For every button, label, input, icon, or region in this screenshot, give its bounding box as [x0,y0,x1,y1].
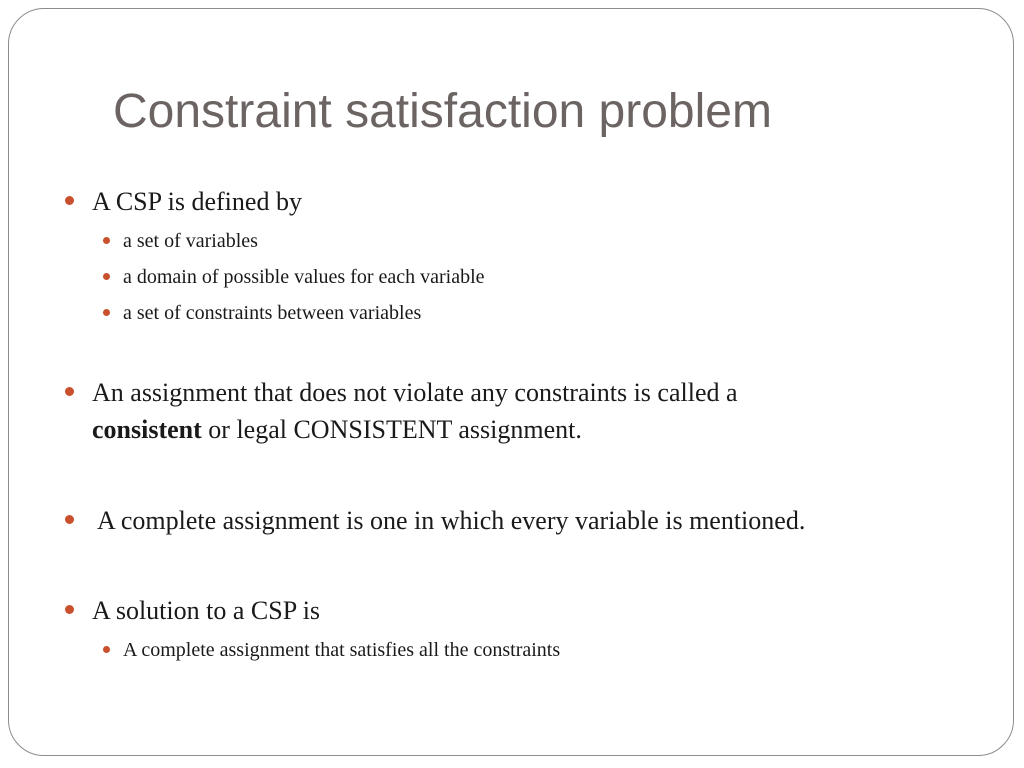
slide-title: Constraint satisfaction problem [113,85,772,138]
bullet-dot-icon [65,196,74,205]
sub-bullet-variables: a set of variables [123,230,258,252]
bullet-complete-assignment: A complete assignment is one in which every variable is mentioned. [97,506,806,535]
sub-bullet-dot-icon [103,646,110,653]
consistent-rest: or legal CONSISTENT assignment. [201,415,582,444]
consistent-term: consistent [92,415,202,444]
bullet-consistent-assignment-line1: An assignment that does not violate any constraints is called a [92,378,738,407]
bullet-dot-icon [65,387,74,396]
sub-bullet-dot-icon [103,237,110,244]
bullet-solution: A solution to a CSP is [92,596,321,625]
sub-bullet-domain: a domain of possible values for each variable [123,266,485,288]
bullet-consistent-assignment-line2 [92,411,582,448]
sub-bullet-constraints: a set of constraints between variables [123,302,422,324]
bullet-dot-icon [65,515,74,524]
bullet-dot-icon [65,605,74,614]
bullet-csp-definition: A CSP is defined by [92,187,302,216]
sub-bullet-dot-icon [103,273,110,280]
sub-bullet-solution-definition: A complete assignment that satisfies all the constraints [123,639,561,661]
sub-bullet-dot-icon [103,309,110,316]
